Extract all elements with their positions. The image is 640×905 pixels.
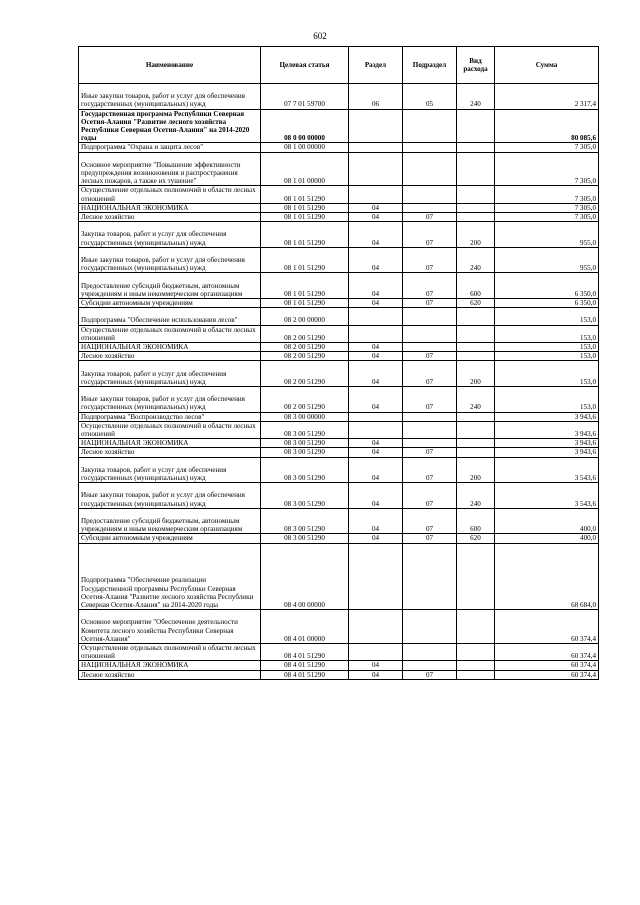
row-amount: 153,0: [495, 343, 599, 352]
row-subsection: 07: [403, 361, 457, 387]
row-expense-type: 240: [457, 483, 495, 509]
table-row: [79, 643, 599, 660]
row-amount: 3 943,6: [495, 439, 599, 448]
row-amount: 7 305,0: [495, 143, 599, 152]
row-section: 04: [349, 343, 403, 352]
row-section: 04: [349, 247, 403, 273]
row-section: 04: [349, 222, 403, 248]
row-subsection: [403, 203, 457, 212]
row-section: [349, 109, 403, 143]
row-section: 04: [349, 457, 403, 483]
row-code: 08 1 01 51290: [261, 186, 349, 203]
header-name: Наименование: [79, 47, 261, 84]
row-code: 08 3 00 51290: [261, 448, 349, 457]
row-code: 08 3 00 00000: [261, 412, 349, 421]
row-name: Осуществление отдельных полномочий в области лесных отношений: [79, 643, 261, 660]
row-section: 04: [349, 439, 403, 448]
row-amount: 6 350,0: [495, 273, 599, 299]
row-expense-type: [457, 308, 495, 325]
row-section: 06: [349, 84, 403, 110]
table-row: [79, 421, 599, 438]
row-expense-type: [457, 670, 495, 679]
row-expense-type: [457, 643, 495, 660]
row-subsection: 07: [403, 508, 457, 534]
row-expense-type: [457, 352, 495, 361]
table-row: [79, 439, 599, 448]
row-subsection: [403, 152, 457, 186]
row-expense-type: [457, 661, 495, 670]
row-code: 08 2 00 51290: [261, 361, 349, 387]
row-section: 04: [349, 361, 403, 387]
row-code: 08 2 00 00000: [261, 308, 349, 325]
row-section: [349, 143, 403, 152]
row-expense-type: 200: [457, 361, 495, 387]
table-row: [79, 222, 599, 248]
table-row: [79, 186, 599, 203]
row-section: 04: [349, 661, 403, 670]
row-subsection: [403, 661, 457, 670]
row-amount: 7 305,0: [495, 152, 599, 186]
row-amount: 60 374,4: [495, 661, 599, 670]
row-expense-type: [457, 610, 495, 644]
row-amount: 3 943,6: [495, 448, 599, 457]
row-subsection: 07: [403, 387, 457, 413]
table-row: [79, 483, 599, 509]
row-expense-type: [457, 143, 495, 152]
row-name: Осуществление отдельных полномочий в области лесных отношений: [79, 186, 261, 203]
row-subsection: [403, 421, 457, 438]
table-row: [79, 387, 599, 413]
row-code: 08 4 00 00000: [261, 543, 349, 610]
row-section: [349, 308, 403, 325]
row-name: Закупка товаров, работ и услуг для обеспечения государственных (муниципальных) нужд: [79, 361, 261, 387]
table-row: [79, 143, 599, 152]
row-name: Иные закупки товаров, работ и услуг для обеспечения государственных (муниципальных) нужд: [79, 387, 261, 413]
row-amount: 400,0: [495, 534, 599, 543]
row-code: 08 3 00 51290: [261, 439, 349, 448]
row-amount: 153,0: [495, 361, 599, 387]
row-expense-type: 240: [457, 84, 495, 110]
row-code: 08 3 00 51290: [261, 508, 349, 534]
row-subsection: [403, 610, 457, 644]
row-expense-type: [457, 152, 495, 186]
row-amount: 153,0: [495, 387, 599, 413]
row-amount: 68 684,0: [495, 543, 599, 610]
row-amount: 3 943,6: [495, 421, 599, 438]
row-subsection: [403, 109, 457, 143]
table-row: [79, 109, 599, 143]
row-code: 08 1 01 51290: [261, 299, 349, 308]
row-section: 04: [349, 387, 403, 413]
row-name: Иные закупки товаров, работ и услуг для обеспечения государственных (муниципальных) нужд: [79, 84, 261, 110]
row-code: 08 3 00 51290: [261, 534, 349, 543]
row-amount: 60 374,4: [495, 610, 599, 644]
row-code: 08 4 01 51290: [261, 643, 349, 660]
row-section: 04: [349, 534, 403, 543]
row-section: [349, 186, 403, 203]
row-expense-type: [457, 439, 495, 448]
row-code: 08 1 01 51290: [261, 247, 349, 273]
table-row: [79, 457, 599, 483]
table-row: [79, 299, 599, 308]
row-section: 04: [349, 352, 403, 361]
table-row: [79, 203, 599, 212]
header-expense-type: Вид расхода: [457, 47, 495, 84]
table-row: [79, 273, 599, 299]
table-row: [79, 84, 599, 110]
table-row: [79, 534, 599, 543]
row-name: НАЦИОНАЛЬНАЯ ЭКОНОМИКА: [79, 661, 261, 670]
row-section: 04: [349, 448, 403, 457]
row-name: Подпрограмма "Обеспечение использования лесов": [79, 308, 261, 325]
row-expense-type: 620: [457, 299, 495, 308]
row-name: Подпрограмма "Обеспечение реализации Государственной программы Республики Северная Осетия-Алания "Развитие лесного хозяйства Республики Северная Осетия-Алания" на 2014-2020 годы: [79, 543, 261, 610]
header-subsection: Подраздел: [403, 47, 457, 84]
header-code: Целевая статья: [261, 47, 349, 84]
row-section: [349, 543, 403, 610]
row-section: 04: [349, 213, 403, 222]
row-subsection: [403, 343, 457, 352]
row-amount: 7 305,0: [495, 186, 599, 203]
row-code: 08 4 01 51290: [261, 661, 349, 670]
row-amount: 153,0: [495, 352, 599, 361]
row-code: 08 2 00 51290: [261, 343, 349, 352]
row-subsection: 07: [403, 213, 457, 222]
table-row: [79, 152, 599, 186]
row-amount: 153,0: [495, 325, 599, 342]
row-name: Лесное хозяйство: [79, 448, 261, 457]
row-amount: 955,0: [495, 222, 599, 248]
row-expense-type: [457, 203, 495, 212]
row-subsection: [403, 143, 457, 152]
row-subsection: 07: [403, 457, 457, 483]
row-amount: 6 350,0: [495, 299, 599, 308]
row-section: [349, 643, 403, 660]
table-row: [79, 543, 599, 610]
row-expense-type: [457, 412, 495, 421]
row-code: 08 1 00 00000: [261, 143, 349, 152]
row-name: Лесное хозяйство: [79, 670, 261, 679]
row-code: 08 0 00 00000: [261, 109, 349, 143]
table-body: [79, 84, 599, 680]
row-subsection: [403, 439, 457, 448]
row-name: Лесное хозяйство: [79, 213, 261, 222]
row-amount: 80 085,6: [495, 109, 599, 143]
row-code: 08 1 01 51290: [261, 213, 349, 222]
row-section: 04: [349, 483, 403, 509]
table-row: [79, 361, 599, 387]
row-name: Подпрограмма "Охрана и защита лесов": [79, 143, 261, 152]
row-code: 08 2 00 51290: [261, 387, 349, 413]
row-amount: 3 543,6: [495, 457, 599, 483]
table-row: [79, 448, 599, 457]
row-name: Основное мероприятие "Повышение эффективности предупреждения возникновения и распространения лесных пожаров, а также их тушение": [79, 152, 261, 186]
row-expense-type: [457, 325, 495, 342]
row-section: 04: [349, 670, 403, 679]
row-subsection: 05: [403, 84, 457, 110]
row-section: 04: [349, 273, 403, 299]
row-name: Закупка товаров, работ и услуг для обеспечения государственных (муниципальных) нужд: [79, 457, 261, 483]
row-amount: 153,0: [495, 308, 599, 325]
row-subsection: 07: [403, 534, 457, 543]
header-section: Раздел: [349, 47, 403, 84]
row-name: НАЦИОНАЛЬНАЯ ЭКОНОМИКА: [79, 203, 261, 212]
row-code: 08 1 01 51290: [261, 222, 349, 248]
row-subsection: 07: [403, 299, 457, 308]
row-name: Государственная программа Республики Северная Осетия-Алания "Развитие лесного хозяйства Республики Северная Осетия-Алания" на 2014-2020 годы: [79, 109, 261, 143]
row-subsection: 07: [403, 352, 457, 361]
header-amount: Сумма: [495, 47, 599, 84]
row-section: [349, 421, 403, 438]
row-amount: 60 374,4: [495, 643, 599, 660]
row-section: 04: [349, 508, 403, 534]
row-expense-type: [457, 213, 495, 222]
row-code: 08 3 00 51290: [261, 483, 349, 509]
row-name: Субсидии автономным учреждениям: [79, 534, 261, 543]
row-amount: 7 305,0: [495, 203, 599, 212]
table-row: [79, 610, 599, 644]
row-amount: 2 317,4: [495, 84, 599, 110]
row-section: [349, 610, 403, 644]
row-expense-type: 620: [457, 534, 495, 543]
row-subsection: 07: [403, 670, 457, 679]
row-name: Иные закупки товаров, работ и услуг для обеспечения государственных (муниципальных) нужд: [79, 483, 261, 509]
row-subsection: [403, 325, 457, 342]
row-code: 07 7 01 59700: [261, 84, 349, 110]
table-row: [79, 325, 599, 342]
row-section: 04: [349, 299, 403, 308]
row-code: 08 3 00 51290: [261, 457, 349, 483]
row-name: Лесное хозяйство: [79, 352, 261, 361]
table-row: [79, 670, 599, 679]
row-code: 08 2 00 51290: [261, 325, 349, 342]
row-subsection: [403, 543, 457, 610]
row-amount: 400,0: [495, 508, 599, 534]
row-subsection: [403, 412, 457, 421]
row-expense-type: 200: [457, 457, 495, 483]
table-row: [79, 352, 599, 361]
row-expense-type: [457, 421, 495, 438]
row-subsection: 07: [403, 222, 457, 248]
row-amount: 3 543,6: [495, 483, 599, 509]
row-section: [349, 412, 403, 421]
row-expense-type: [457, 109, 495, 143]
table-row: [79, 213, 599, 222]
row-section: [349, 152, 403, 186]
row-name: Иные закупки товаров, работ и услуг для обеспечения государственных (муниципальных) нужд: [79, 247, 261, 273]
row-code: 08 4 01 51290: [261, 670, 349, 679]
row-name: Предоставление субсидий бюджетным, автономным учреждениям и иным некоммерческим организациям: [79, 273, 261, 299]
table-row: [79, 661, 599, 670]
row-amount: 3 943,6: [495, 412, 599, 421]
row-subsection: 07: [403, 247, 457, 273]
budget-table: [78, 46, 599, 680]
row-expense-type: [457, 543, 495, 610]
row-section: 04: [349, 203, 403, 212]
table-row: [79, 343, 599, 352]
row-code: 08 1 01 51290: [261, 203, 349, 212]
page-number: 602: [313, 31, 327, 41]
row-code: 08 1 01 00000: [261, 152, 349, 186]
table-row: [79, 508, 599, 534]
row-subsection: 07: [403, 273, 457, 299]
row-name: Подпрограмма "Воспроизводство лесов": [79, 412, 261, 421]
table-row: [79, 247, 599, 273]
row-name: Закупка товаров, работ и услуг для обеспечения государственных (муниципальных) нужд: [79, 222, 261, 248]
row-expense-type: 240: [457, 387, 495, 413]
row-name: Предоставление субсидий бюджетным, автономным учреждениям и иным некоммерческим организациям: [79, 508, 261, 534]
row-amount: 60 374,4: [495, 670, 599, 679]
row-name: Субсидии автономным учреждениям: [79, 299, 261, 308]
row-subsection: [403, 186, 457, 203]
table-header-row: [79, 47, 599, 84]
row-name: НАЦИОНАЛЬНАЯ ЭКОНОМИКА: [79, 343, 261, 352]
row-expense-type: 600: [457, 273, 495, 299]
row-section: [349, 325, 403, 342]
row-expense-type: 200: [457, 222, 495, 248]
row-subsection: [403, 643, 457, 660]
row-expense-type: [457, 448, 495, 457]
table-row: [79, 308, 599, 325]
row-expense-type: 600: [457, 508, 495, 534]
row-name: Осуществление отдельных полномочий в области лесных отношений: [79, 421, 261, 438]
row-name: НАЦИОНАЛЬНАЯ ЭКОНОМИКА: [79, 439, 261, 448]
row-subsection: 07: [403, 448, 457, 457]
row-amount: 955,0: [495, 247, 599, 273]
row-code: 08 2 00 51290: [261, 352, 349, 361]
row-expense-type: [457, 186, 495, 203]
row-code: 08 4 01 00000: [261, 610, 349, 644]
row-amount: 7 305,0: [495, 213, 599, 222]
row-name: Основное мероприятие "Обеспечение деятельности Комитета лесного хозяйства Республики Северная Осетия-Алания": [79, 610, 261, 644]
row-expense-type: 240: [457, 247, 495, 273]
row-subsection: 07: [403, 483, 457, 509]
row-code: 08 1 01 51290: [261, 273, 349, 299]
row-subsection: [403, 308, 457, 325]
row-expense-type: [457, 343, 495, 352]
table-row: [79, 412, 599, 421]
row-code: 08 3 00 51290: [261, 421, 349, 438]
row-name: Осуществление отдельных полномочий в области лесных отношений: [79, 325, 261, 342]
